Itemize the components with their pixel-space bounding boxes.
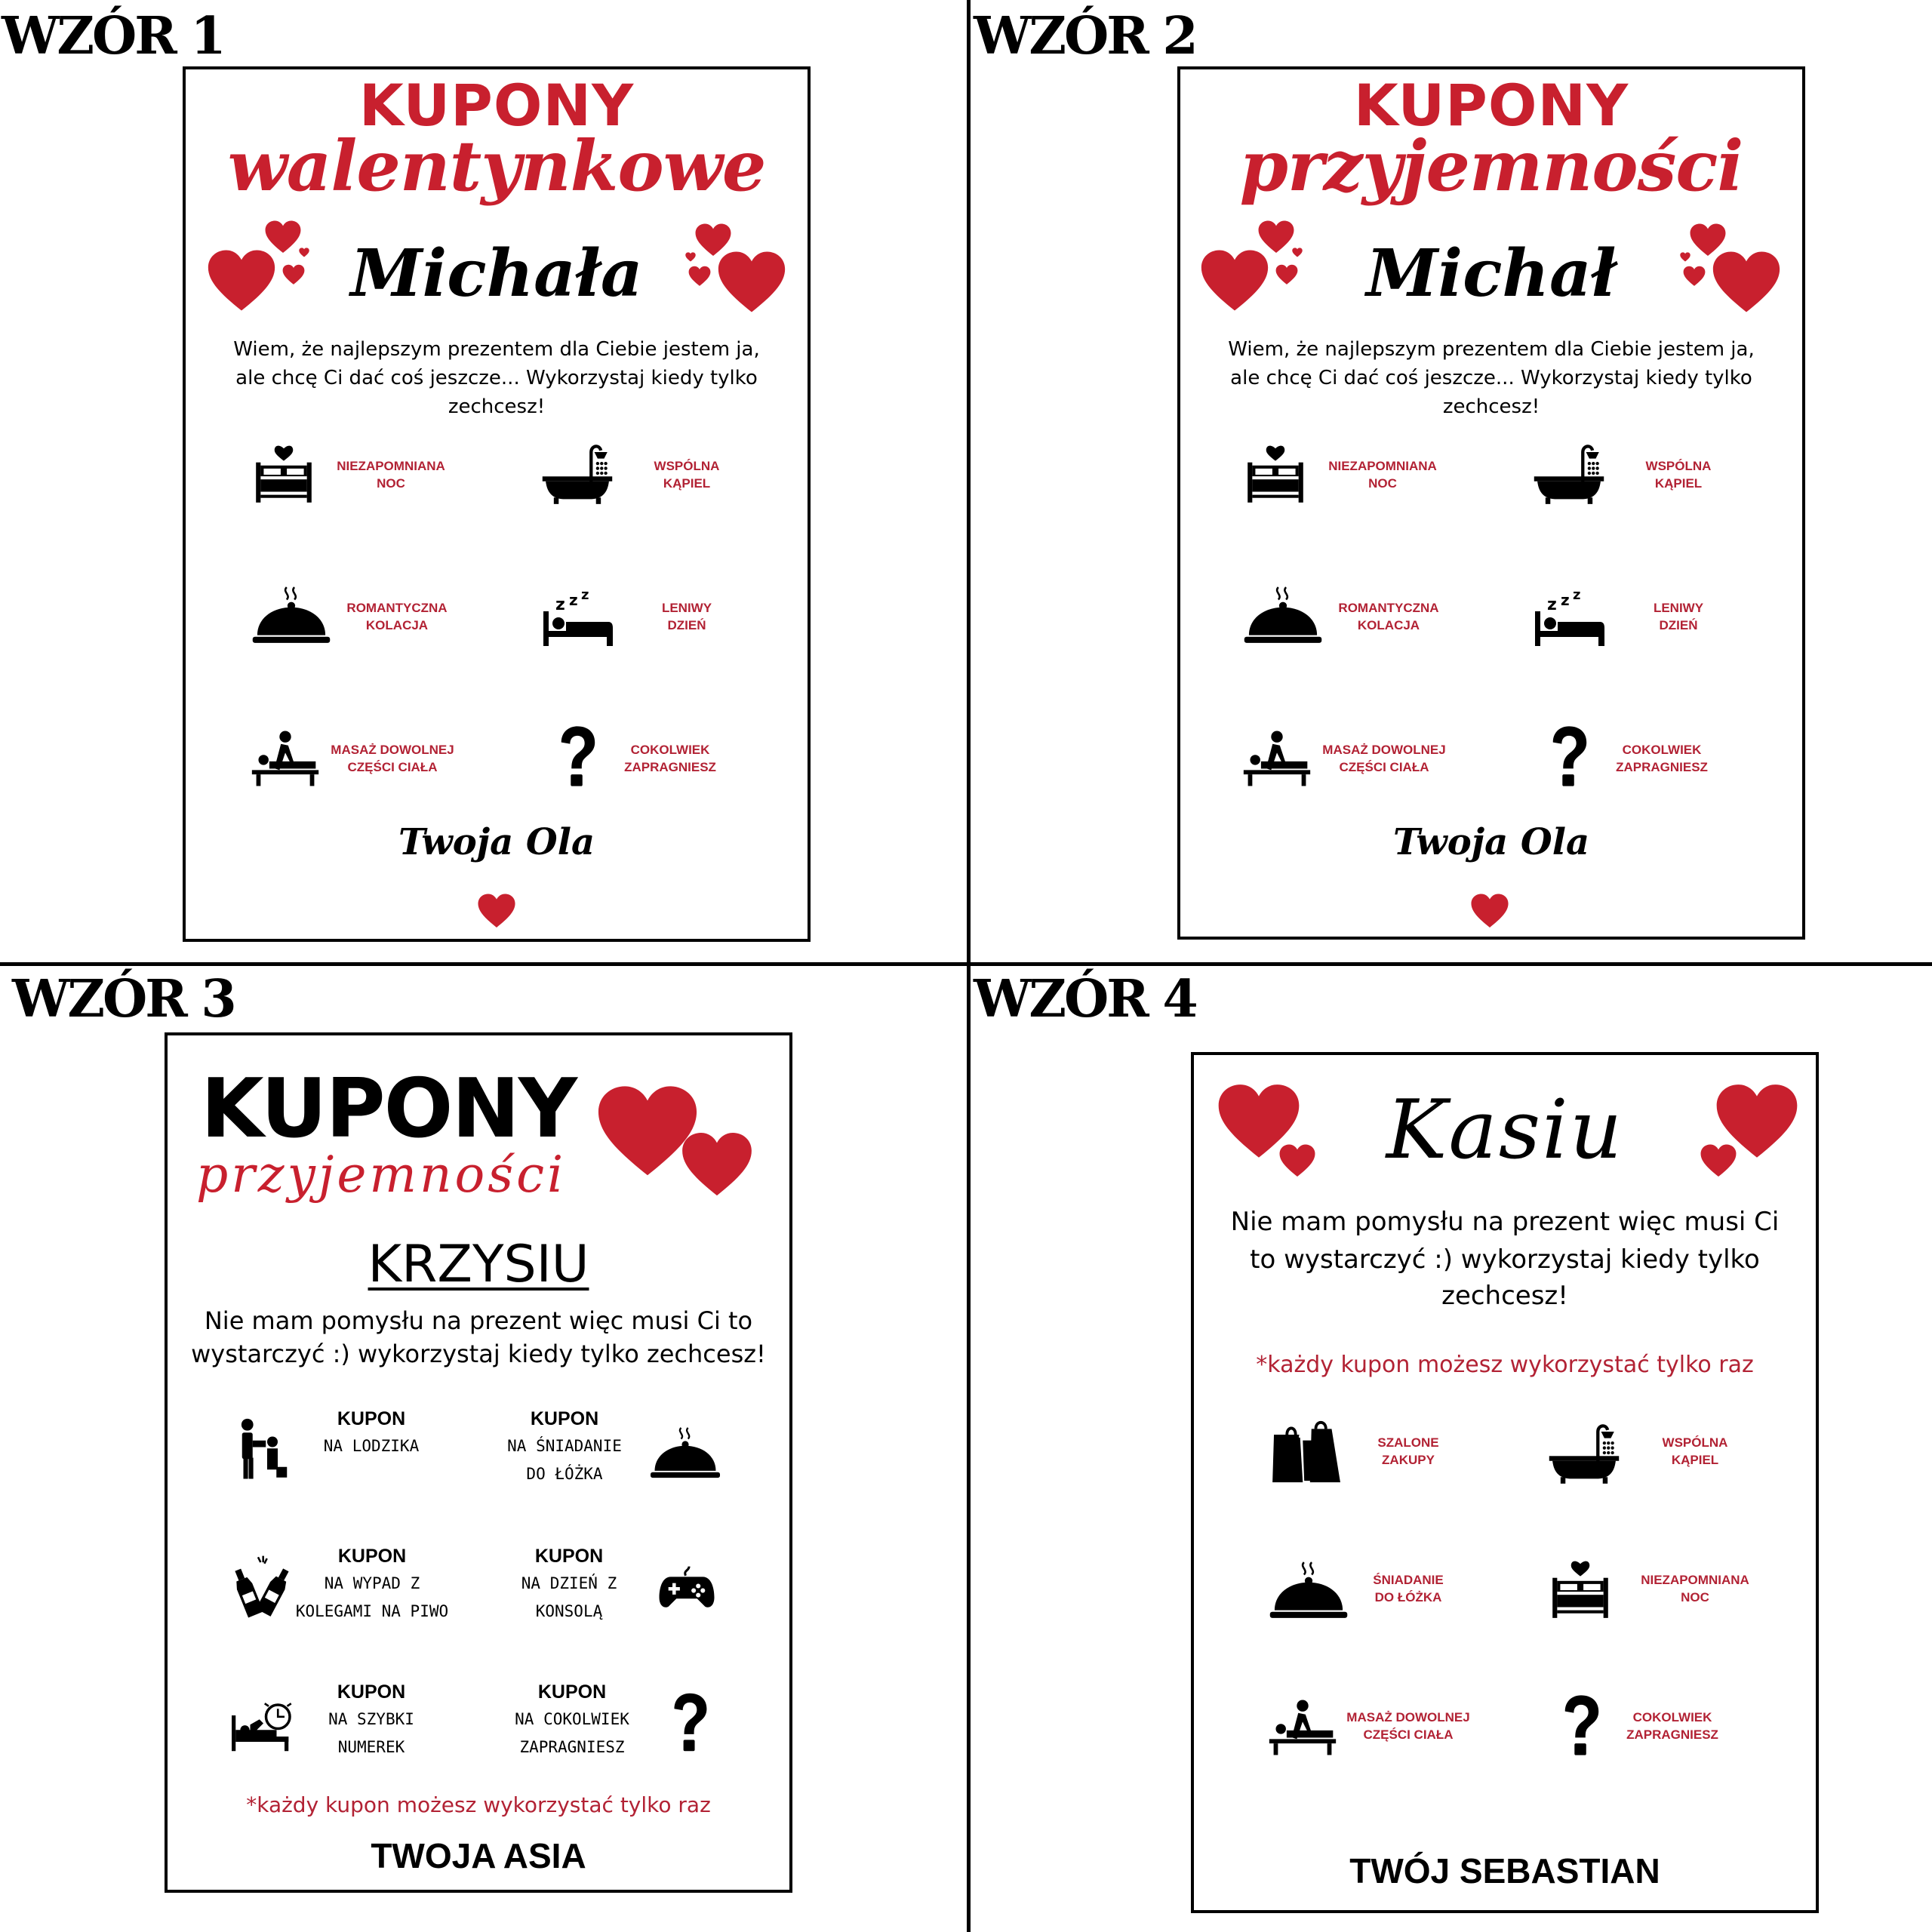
label-wzor-4: WZÓR 4 <box>974 969 1196 1029</box>
coupon-label: KUPON NA ŚNIADANIE DO ŁÓŻKA <box>507 1408 622 1483</box>
massage-icon <box>249 729 321 788</box>
coupon-label: ROMANTYCZNA KOLACJA <box>346 601 448 632</box>
bed-heart-icon <box>252 438 315 507</box>
intro-line-2: ale chcę Ci dać coś jeszcze... Wykorzystaj kiedy tylko zechcesz! <box>235 367 758 418</box>
coupon-label: WSPÓLNA KĄPIEL <box>654 459 720 491</box>
coupon-label: WSPÓLNA KĄPIEL <box>1662 1435 1728 1467</box>
bed-clock-icon <box>229 1700 297 1752</box>
single-use-note: *każdy kupon możesz wykorzystać tylko raz <box>246 1792 711 1817</box>
gamepad-icon <box>658 1564 715 1611</box>
bathtub-icon <box>540 441 614 506</box>
coupon-label: COKOLWIEK ZAPRAGNIESZ <box>1626 1710 1718 1742</box>
intro-line-1: Wiem, że najlepszym prezentem dla Ciebie jestem ja, <box>233 338 760 361</box>
question-mark-icon <box>669 1690 711 1754</box>
coupon-label: WSPÓLNA KĄPIEL <box>1645 459 1712 491</box>
signature: Twoja Ola <box>1392 821 1590 863</box>
coupon-label: ŚNIADANIE DO ŁÓŻKA <box>1373 1573 1444 1604</box>
massage-icon <box>1241 729 1313 788</box>
coupon-label: MASAŻ DOWOLNEJ CZĘŚCI CIAŁA <box>331 743 454 774</box>
coupon-label: KUPON NA COKOLWIEK ZAPRAGNIESZ <box>515 1681 629 1756</box>
title-top: KUPONY <box>358 72 635 139</box>
sleeping-bed-icon <box>540 589 616 649</box>
coupon-label: ROMANTYCZNA KOLACJA <box>1338 601 1439 632</box>
question-mark-icon <box>555 723 599 789</box>
intro-line-2: wystarczyć :) wykorzystaj kiedy tylko zechcesz! <box>191 1340 766 1368</box>
heart-icon <box>477 894 516 928</box>
coupon-label: COKOLWIEK ZAPRAGNIESZ <box>1616 743 1708 774</box>
recipient-name: Michała <box>350 235 643 312</box>
bathtub-icon <box>1547 1420 1621 1485</box>
vertical-divider <box>967 0 971 1932</box>
coupon-label: NIEZAPOMNIANA NOC <box>1641 1573 1749 1604</box>
signature: TWÓJ SEBASTIAN <box>1349 1851 1660 1890</box>
label-wzor-2: WZÓR 2 <box>974 6 1196 66</box>
intro-line-3: zechcesz! <box>1441 1281 1568 1311</box>
sleeping-bed-icon <box>1532 589 1607 649</box>
signature: TWOJA ASIA <box>371 1836 586 1875</box>
title-top: KUPONY <box>1353 72 1629 139</box>
bed-heart-icon <box>1549 1553 1612 1623</box>
recipient-name: KRZYSIU <box>368 1235 589 1294</box>
intro-line-2: ale chcę Ci dać coś jeszcze... Wykorzystaj kiedy tylko zechcesz! <box>1230 367 1752 418</box>
recipient-name: Michał <box>1366 235 1617 312</box>
bathtub-icon <box>1532 441 1606 506</box>
heart-icon <box>681 1132 753 1197</box>
coupon-card-wzor-2 <box>1177 66 1805 940</box>
single-use-note: *każdy kupon możesz wykorzystać tylko raz <box>1256 1352 1754 1378</box>
recipient-name: Kasiu <box>1386 1083 1624 1177</box>
title-top: KUPONY <box>201 1062 577 1156</box>
title-script: przyjemności <box>1239 125 1743 207</box>
coupon-label: MASAŻ DOWOLNEJ CZĘŚCI CIAŁA <box>1346 1710 1470 1742</box>
label-wzor-3: WZÓR 3 <box>12 969 235 1029</box>
coupon-card-wzor-3 <box>165 1032 792 1893</box>
cloche-icon <box>1244 584 1322 646</box>
question-mark-icon <box>1547 723 1591 789</box>
cloche-icon <box>252 584 331 646</box>
coupon-label: LENIWY DZIEŃ <box>1653 601 1704 632</box>
intro-line-1: Wiem, że najlepszym prezentem dla Ciebie jestem ja, <box>1228 338 1755 361</box>
coupon-card-wzor-4 <box>1191 1052 1819 1913</box>
coupon-label: LENIWY DZIEŃ <box>661 601 712 632</box>
title-script: przyjemności <box>196 1146 567 1204</box>
massage-icon <box>1266 1698 1339 1757</box>
coupon-label: KUPON NA WYPAD Z KOLEGAMI NA PIWO <box>295 1546 449 1620</box>
coupon-label: KUPON NA DZIEŃ Z KONSOLĄ <box>521 1546 617 1620</box>
coupon-label: NIEZAPOMNIANA NOC <box>337 459 445 491</box>
heart-icon <box>1470 894 1509 928</box>
signature: Twoja Ola <box>398 821 595 863</box>
title-script: walentynkowe <box>227 125 766 207</box>
coupon-label: NIEZAPOMNIANA NOC <box>1328 459 1437 491</box>
bed-heart-icon <box>1244 438 1307 507</box>
intro-line-1: Nie mam pomysłu na prezent więc musi Ci <box>1230 1207 1780 1237</box>
cloche-icon <box>651 1425 720 1481</box>
intro-line-1: Nie mam pomysłu na prezent więc musi Ci to <box>204 1306 753 1335</box>
coupon-label: MASAŻ DOWOLNEJ CZĘŚCI CIAŁA <box>1322 743 1446 774</box>
coupon-card-wzor-1 <box>183 66 811 942</box>
horizontal-divider <box>0 962 1932 966</box>
intro-line-2: to wystarczyć :) wykorzystaj kiedy tylko <box>1250 1244 1760 1275</box>
label-wzor-1: WZÓR 1 <box>2 6 224 66</box>
coupon-label: KUPON NA SZYBKI NUMEREK <box>328 1681 414 1756</box>
coupon-label: COKOLWIEK ZAPRAGNIESZ <box>624 743 716 774</box>
kneeling-figure-icon <box>235 1413 288 1487</box>
coupon-label: SZALONE ZAKUPY <box>1377 1435 1439 1467</box>
coupon-label: KUPON NA LODZIKA <box>323 1408 420 1455</box>
